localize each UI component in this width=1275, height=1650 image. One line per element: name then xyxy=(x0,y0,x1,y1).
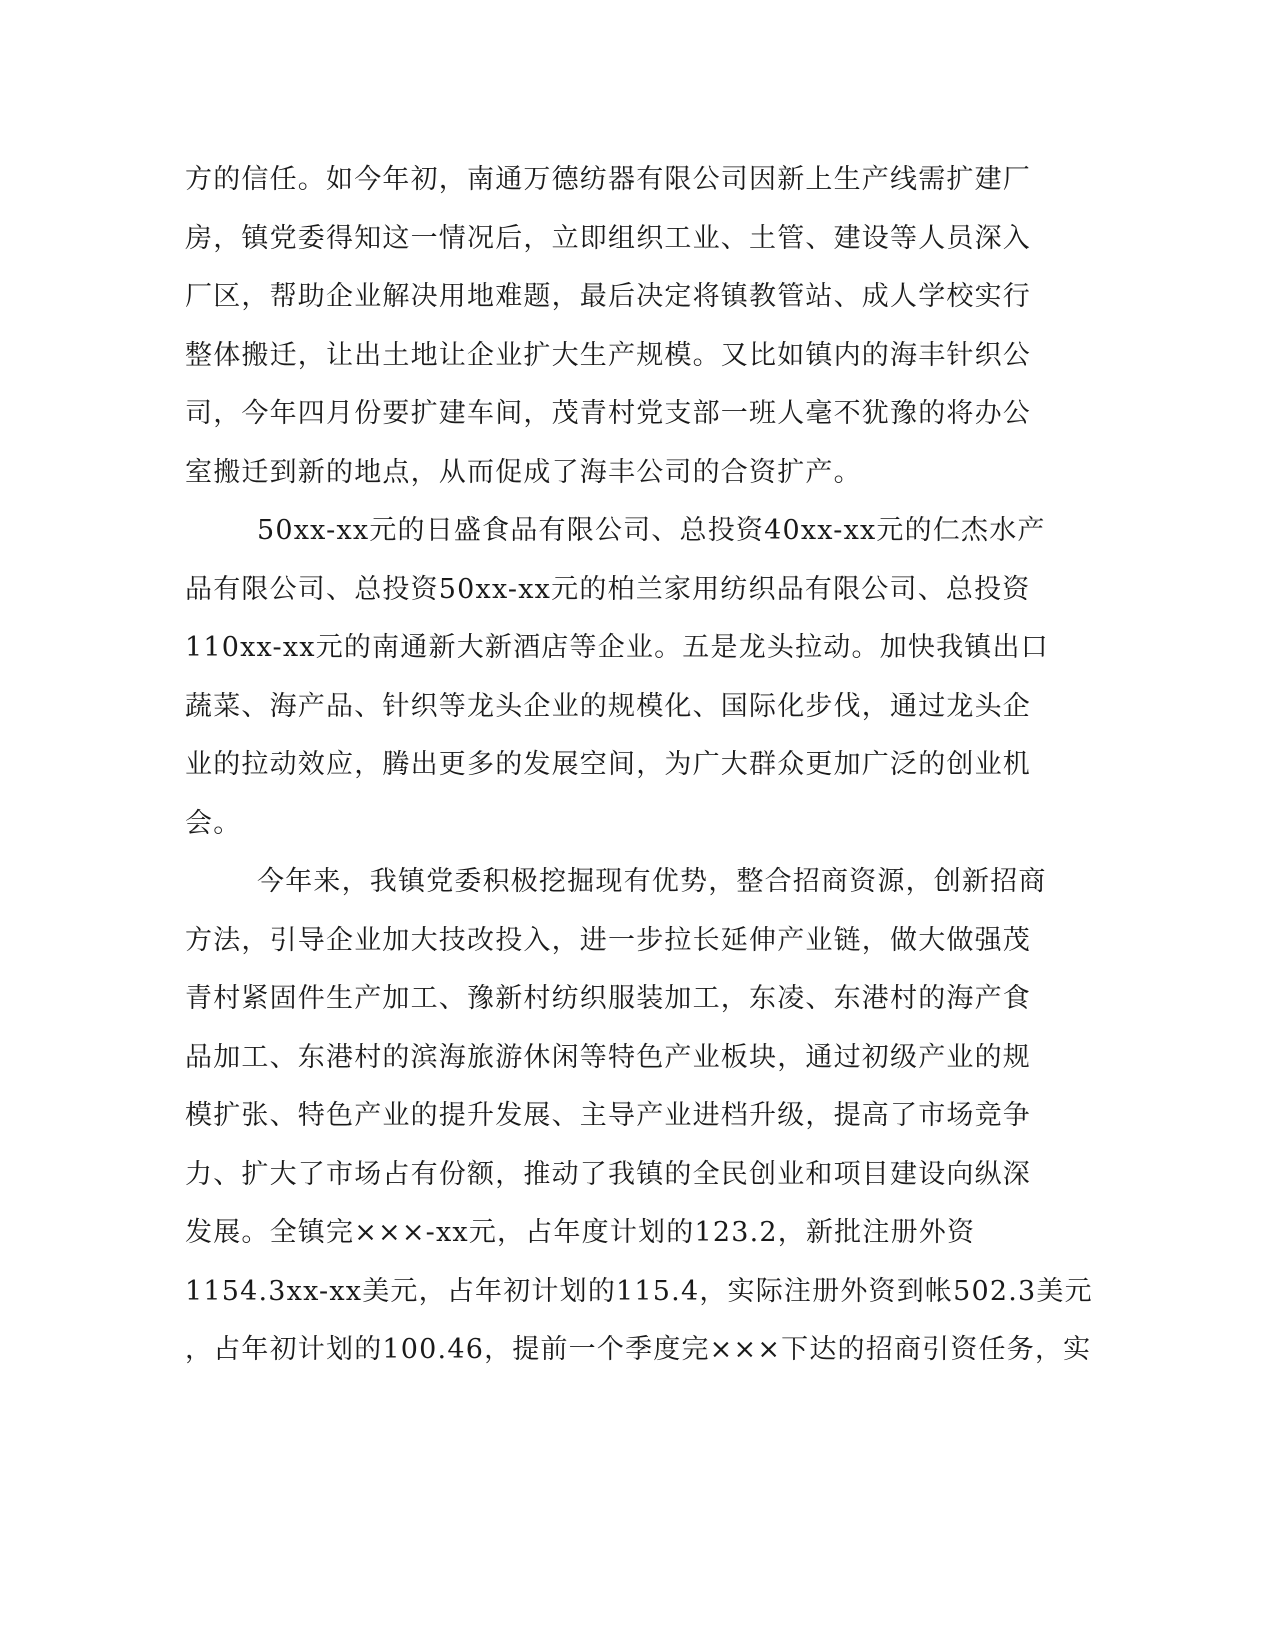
text-line-4: 整体搬迁，让出土地让企业扩大生产规模。又比如镇内的海丰针织公 xyxy=(185,340,1031,371)
text-line-6: 室搬迁到新的地点，从而促成了海丰公司的合资扩产。 xyxy=(185,457,862,488)
text-line-2: 房，镇党委得知这一情况后，立即组织工业、土管、建设等人员深入 xyxy=(185,223,1031,254)
text-line-12: 会。 xyxy=(185,808,242,839)
text-line-9: 110xx-xx元的南通新大新酒店等企业。五是龙头拉动。加快我镇出口 xyxy=(185,632,1049,663)
text-line-5: 司，今年四月份要扩建车间，茂青村党支部一班人毫不犹豫的将办公 xyxy=(185,398,1031,429)
text-line-10: 蔬菜、海产品、针织等龙头企业的规模化、国际化步伐，通过龙头企 xyxy=(185,691,1031,722)
text-line-17: 模扩张、特色产业的提升发展、主导产业进档升级，提高了市场竞争 xyxy=(185,1100,1031,1131)
text-line-19: 发展。全镇完×××-xx元，占年度计划的123.2，新批注册外资 xyxy=(185,1217,976,1248)
text-line-14: 方法，引导企业加大技改投入，进一步拉长延伸产业链，做大做强茂 xyxy=(185,925,1031,956)
text-line-15: 青村紧固件生产加工、豫新村纺织服装加工，东凌、东港村的海产食 xyxy=(185,983,1031,1014)
text-line-8: 品有限公司、总投资50xx-xx元的柏兰家用纺织品有限公司、总投资 xyxy=(185,574,1031,605)
text-line-3: 厂区，帮助企业解决用地难题，最后决定将镇教管站、成人学校实行 xyxy=(185,281,1031,312)
text-line-1: 方的信任。如今年初，南通万德纺器有限公司因新上生产线需扩建厂 xyxy=(185,164,1031,195)
text-line-20: 1154.3xx-xx美元，占年初计划的115.4，实际注册外资到帐502.3美元 xyxy=(185,1276,1093,1307)
text-line-21: ，占年初计划的100.46，提前一个季度完×××下达的招商引资任务，实 xyxy=(185,1334,1092,1365)
text-line-7: 50xx-xx元的日盛食品有限公司、总投资40xx-xx元的仁杰水产 xyxy=(257,515,1046,546)
text-line-13: 今年来，我镇党委积极挖掘现有优势，整合招商资源，创新招商 xyxy=(257,866,1047,897)
text-line-16: 品加工、东港村的滨海旅游休闲等特色产业板块，通过初级产业的规 xyxy=(185,1042,1031,1073)
text-line-18: 力、扩大了市场占有份额，推动了我镇的全民创业和项目建设向纵深 xyxy=(185,1159,1031,1190)
text-line-11: 业的拉动效应，腾出更多的发展空间，为广大群众更加广泛的创业机 xyxy=(185,749,1031,780)
